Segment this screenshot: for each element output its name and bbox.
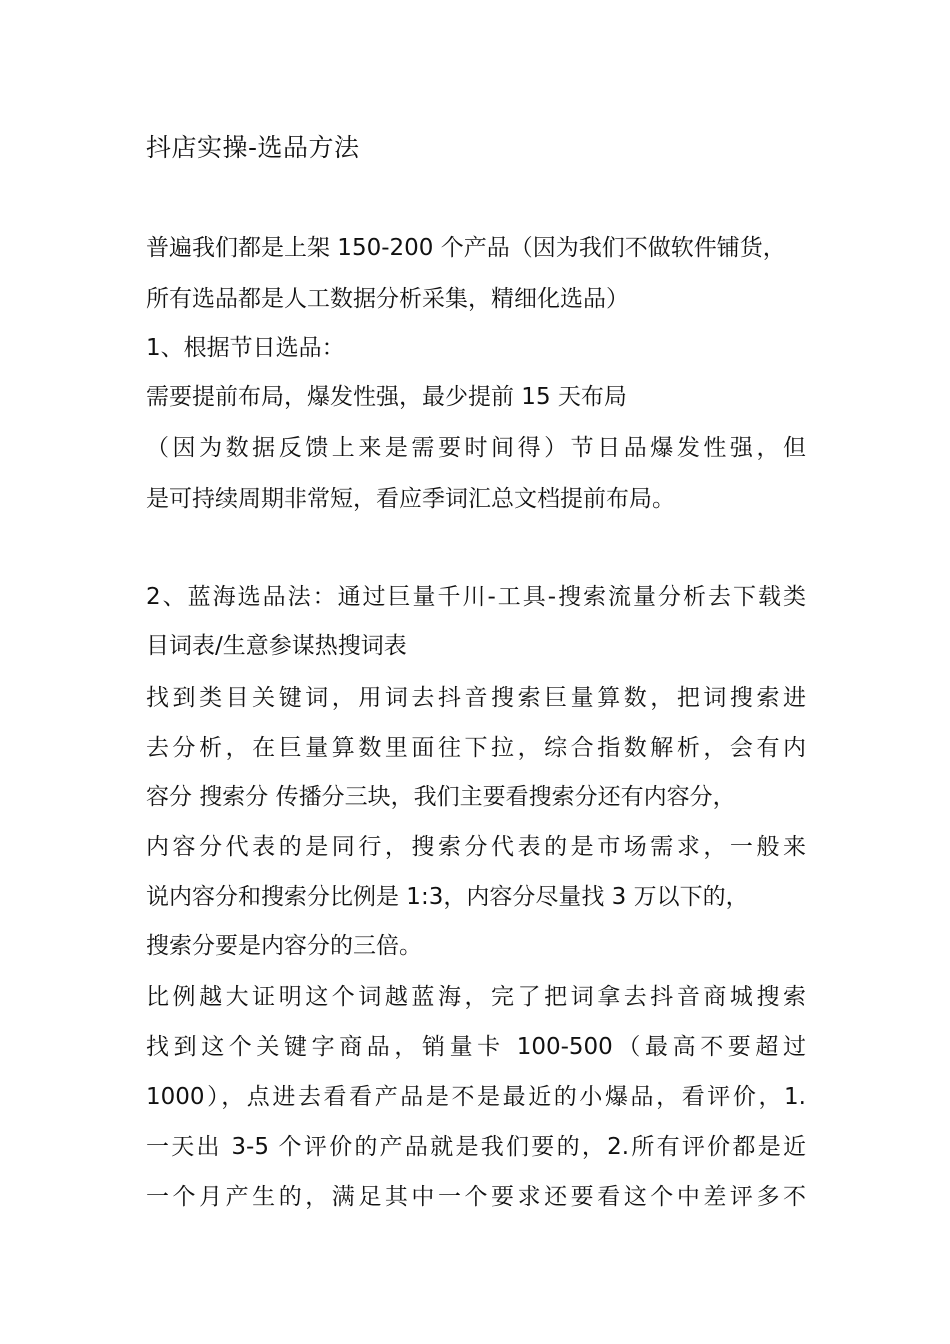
paragraph-line: 一天出 3-5 个评价的产品就是我们要的，2.所有评价都是近 [146, 1134, 806, 1160]
paragraph-line: 目词表/生意参谋热搜词表 [146, 633, 407, 659]
paragraph-line: 1000），点进去看看产品是不是最近的小爆品，看评价，1. [146, 1084, 806, 1110]
paragraph-line: 找到类目关键词，用词去抖音搜索巨量算数，把词搜索进 [146, 685, 806, 711]
paragraph-line: 搜索分要是内容分的三倍。 [146, 933, 422, 959]
paragraph-line: 是可持续周期非常短，看应季词汇总文档提前布局。 [146, 486, 675, 512]
paragraph-line: 比例越大证明这个词越蓝海，完了把词拿去抖音商城搜索 [146, 984, 806, 1010]
paragraph-line: 一个月产生的，满足其中一个要求还要看这个中差评多不 [146, 1184, 806, 1210]
paragraph-line: 1、根据节日选品： [146, 335, 345, 361]
document-title: 抖店实操-选品方法 [146, 133, 360, 162]
paragraph-line: 需要提前布局，爆发性强，最少提前 15 天布局 [146, 384, 627, 410]
paragraph-line: 所有选品都是人工数据分析采集，精细化选品） [146, 286, 629, 312]
paragraph-line: 容分 搜索分 传播分三块，我们主要看搜索分还有内容分， [146, 784, 736, 810]
paragraph-line: 普遍我们都是上架 150-200 个产品（因为我们不做软件铺货， [146, 235, 786, 261]
paragraph-line: （因为数据反馈上来是需要时间得）节日品爆发性强，但 [146, 435, 806, 461]
paragraph-line: 内容分代表的是同行，搜索分代表的是市场需求，一般来 [146, 834, 806, 860]
paragraph-line: 找到这个关键字商品，销量卡 100-500（最高不要超过 [146, 1034, 806, 1060]
paragraph-line: 去分析，在巨量算数里面往下拉，综合指数解析，会有内 [146, 735, 806, 761]
paragraph-line: 2、蓝海选品法：通过巨量千川-工具-搜索流量分析去下载类 [146, 584, 806, 610]
paragraph-line: 说内容分和搜索分比例是 1:3，内容分尽量找 3 万以下的， [146, 884, 749, 910]
